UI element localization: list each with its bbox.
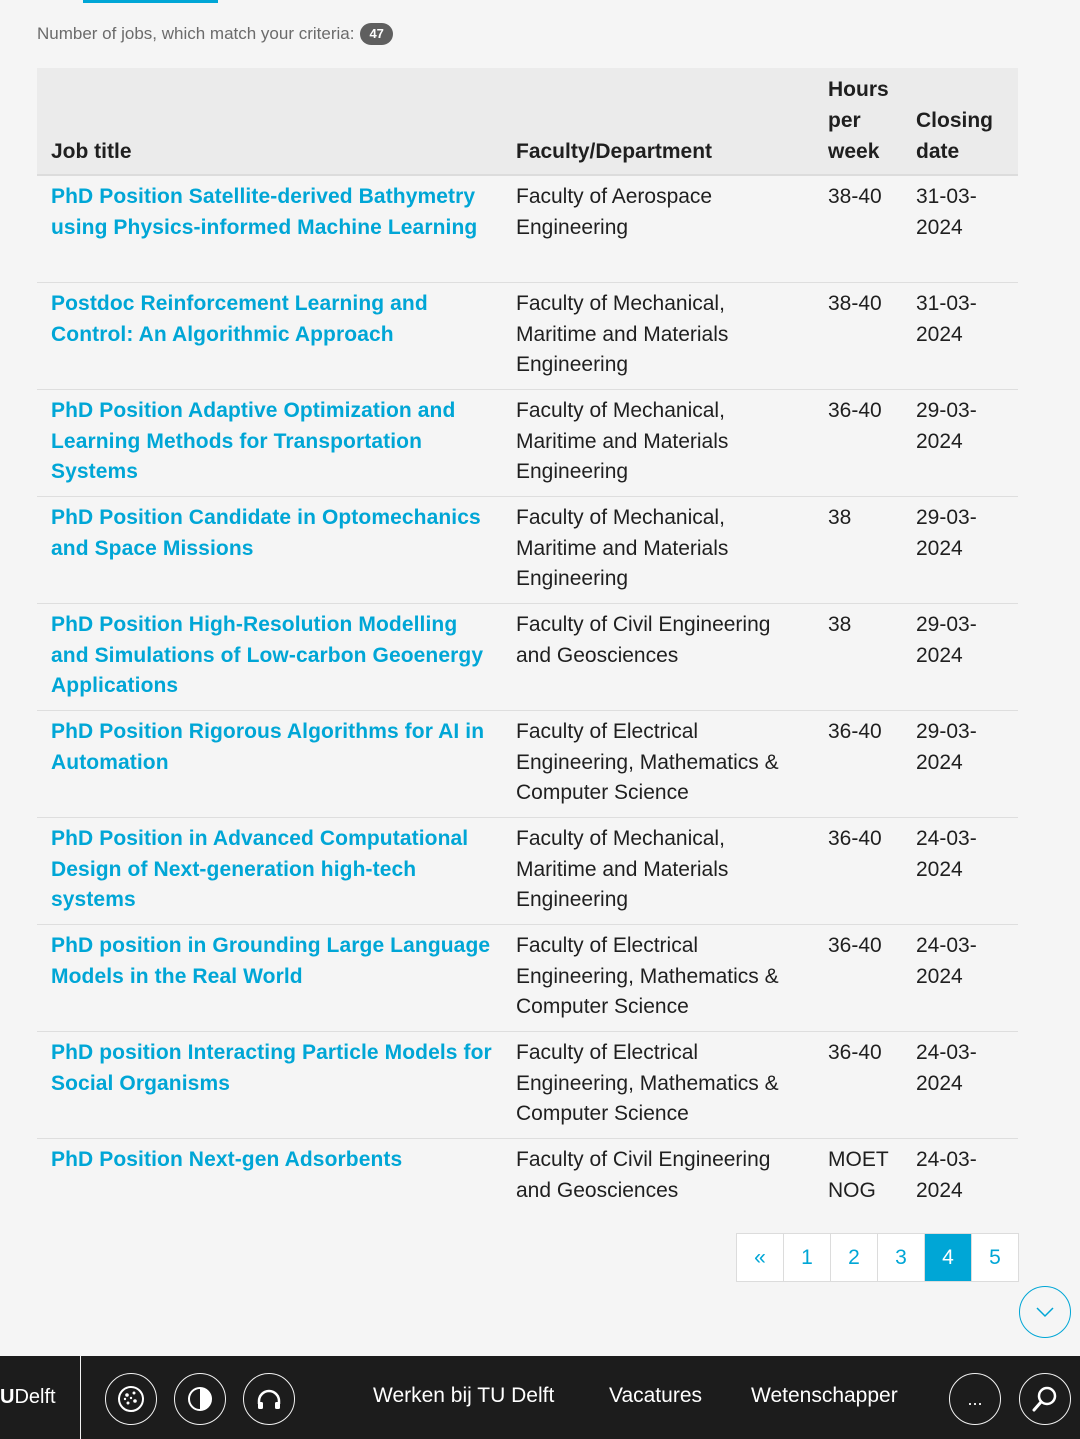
cookie-settings-button[interactable] [105,1373,157,1425]
faculty-cell: Faculty of Mechanical, Maritime and Materials Engineering [502,283,818,390]
scroll-down-button[interactable] [1019,1286,1071,1338]
hours-cell: 36-40 [818,818,910,925]
job-title-link[interactable]: PhD Position in Advanced Computational Design of Next-generation high-tech systems [51,827,469,911]
closing-date-cell: 29-03- 2024 [910,604,1018,711]
pagination-prev-button[interactable]: « [737,1234,784,1281]
pagination-page-4-current[interactable]: 4 [925,1234,972,1281]
faculty-cell: Faculty of Civil Engineering and Geosciences [502,604,818,711]
job-title-link[interactable]: PhD Position Rigorous Algorithms for AI in Automation [51,720,485,774]
faculty-cell: Faculty of Mechanical, Maritime and Materials Engineering [502,497,818,604]
table-row [37,1032,1018,1139]
closing-date-cell: 31-03- 2024 [910,283,1018,390]
faculty-cell: Faculty of Civil Engineering and Geosciences [516,1148,771,1202]
table-row [37,818,1018,925]
header-hours[interactable]: Hours per week [818,68,910,175]
table-row [37,1139,1018,1246]
footer-bar [0,1356,1080,1439]
tu-delft-logo[interactable]: U Delft [0,1356,81,1439]
closing-date-cell: 29-03- 2024 [910,390,1018,497]
faculty-cell: Faculty of Aerospace Engineering [502,175,818,283]
hours-cell: 36-40 [818,390,910,497]
closing-date-cell: 24-03- 2024 [910,818,1018,925]
job-title-link[interactable]: PhD Position Satellite-derived Bathymetry using Physics-informed Machine Learning [51,185,478,239]
job-title-link[interactable]: PhD Position Adaptive Optimization and Learning Methods for Transportation Systems [51,399,456,483]
faculty-cell: Faculty of Mechanical, Maritime and Materials Engineering [502,390,818,497]
job-title-link[interactable]: PhD Position High-Resolution Modelling and Simulations of Low-carbon Geoenergy Applications [51,613,484,697]
hours-cell: 38-40 [818,283,910,390]
faculty-cell: Faculty of Electrical Engineering, Mathematics & Computer Science [502,925,818,1032]
pagination-page-3[interactable]: 3 [878,1234,925,1281]
closing-date-cell: 29-03- 2024 [910,497,1018,604]
contrast-icon [187,1386,213,1412]
job-title-link[interactable]: PhD Position Candidate in Optomechanics and Space Missions [51,506,481,560]
headphones-icon [255,1387,283,1411]
closing-date-cell: 29-03- 2024 [910,711,1018,818]
search-icon [1031,1385,1059,1413]
header-job-title[interactable]: Job title [37,68,502,175]
hours-cell: 36-40 [818,1032,910,1139]
faculty-cell: Faculty of Mechanical, Maritime and Materials Engineering [502,818,818,925]
table-row [37,497,1018,604]
job-title-link[interactable]: Postdoc Reinforcement Learning and Control: An Algorithmic Approach [51,292,428,346]
nav-link-wetenschapper[interactable]: Wetenschapper [751,1384,898,1407]
top-accent-bar [83,0,218,3]
hours-cell: 38-40 [818,175,910,283]
pagination [736,1233,1019,1282]
nav-link-werken[interactable]: Werken bij TU Delft [373,1384,555,1407]
table-header-row [37,68,1018,175]
faculty-cell: Faculty of Electrical Engineering, Mathematics & Computer Science [502,1032,818,1139]
results-count-label: Number of jobs, which match your criteria: [37,24,355,43]
job-title-link[interactable]: PhD position in Grounding Large Language Models in the Real World [51,934,491,988]
closing-date-cell: 31-03- 2024 [910,175,1018,283]
read-aloud-button[interactable] [243,1373,295,1425]
hours-cell: 36-40 [818,925,910,1032]
table-row [37,175,1018,283]
closing-date-cell: 24-03- 2024 [916,1148,977,1202]
closing-date-cell: 24-03- 2024 [910,925,1018,1032]
pagination-page-5[interactable]: 5 [989,1245,1001,1269]
more-menu-button[interactable]: ... [949,1373,1001,1425]
nav-link-vacatures[interactable]: Vacatures [609,1384,702,1407]
pagination-page-2[interactable]: 2 [831,1234,878,1281]
hours-cell: 38 [818,604,910,711]
faculty-cell: Faculty of Electrical Engineering, Mathematics & Computer Science [502,711,818,818]
results-count-badge: 47 [360,23,392,45]
hours-cell: 36-40 [818,711,910,818]
pagination-page-1[interactable]: 1 [784,1234,831,1281]
table-row [37,925,1018,1032]
hours-cell: MOET NOG [828,1148,889,1202]
job-title-link[interactable]: PhD position Interacting Particle Models for Social Organisms [51,1041,492,1095]
jobs-table [37,68,1018,1245]
header-closing-date[interactable]: Closing date [910,68,1018,175]
table-row [37,390,1018,497]
results-count [37,23,393,45]
table-row [37,283,1018,390]
closing-date-cell: 24-03- 2024 [910,1032,1018,1139]
table-row [37,604,1018,711]
cookie-icon [116,1384,146,1414]
job-title-link[interactable]: PhD Position Next-gen Adsorbents [51,1148,403,1171]
header-faculty[interactable]: Faculty/Department [502,68,818,175]
hours-cell: 38 [818,497,910,604]
contrast-toggle-button[interactable] [174,1373,226,1425]
search-button[interactable] [1019,1373,1071,1425]
table-row [37,711,1018,818]
chevron-down-icon [1035,1306,1055,1318]
